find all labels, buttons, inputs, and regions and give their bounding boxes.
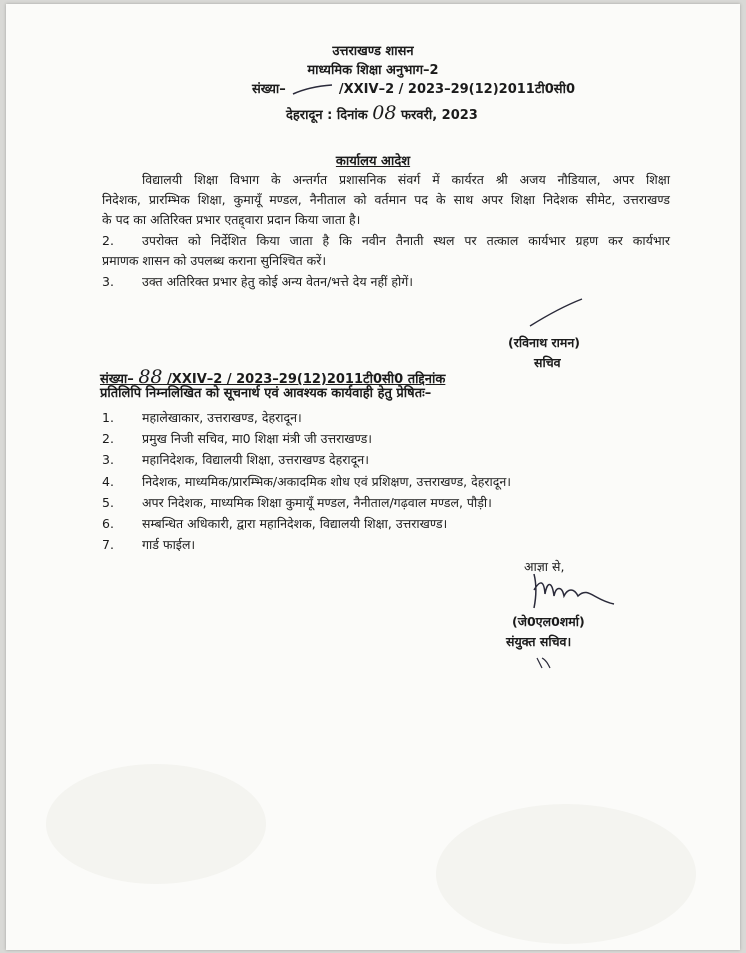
sankhya-label: संख्या–: [252, 82, 286, 97]
list-item-text: महानिदेशक, विद्यालयी शिक्षा, उत्तराखण्ड देहरादून।: [142, 452, 369, 467]
list-item-text: महालेखाकार, उत्तराखण्ड, देहरादून।: [142, 410, 302, 425]
handwritten-stroke: [290, 83, 334, 97]
list-item-number: 7.: [102, 537, 114, 552]
copy-intro: प्रतिलिपि निम्नलिखित को सूचनार्थ एवं आवश्यक कार्यवाही हेतु प्रेषितः–: [100, 386, 432, 401]
list-item-text: गार्ड फाईल।: [142, 537, 196, 552]
scan-smudge: [46, 764, 266, 884]
para1-line3: के पद का अतिरिक्त प्रभार एतद्द्वारा प्रदान किया जाता है।: [102, 212, 361, 227]
signature-1: [526, 296, 586, 330]
para1-line2: निदेशक, प्रारम्भिक शिक्षा, कुमायूँ मण्डल, नैनीताल को वर्तमान पद के साथ अपर शिक्षा निदेशक सीमेट, उत्तराखण्ड: [102, 192, 670, 207]
month-year: फरवरी, 2023: [400, 108, 478, 123]
list-item-text: प्रमुख निजी सचिव, मा0 शिक्षा मंत्री जी उत्तराखण्ड।: [142, 431, 373, 446]
copy-sankhya-label: संख्या–: [100, 372, 134, 387]
list-item-number: 1.: [102, 410, 114, 425]
signature-2: [528, 566, 618, 616]
by-order-label: आज्ञा से,: [524, 559, 565, 574]
para3-number: 3.: [102, 274, 114, 289]
header-reference: [252, 82, 575, 98]
para2-line2: प्रमाणक शासन को उपलब्ध कराना सुनिश्चित करें।: [102, 253, 327, 268]
para1-line1: विद्यालयी शिक्षा विभाग के अन्तर्गत प्रशासनिक संवर्ग में कार्यरत श्री अजय नौडियाल, अपर शिक्षा: [142, 172, 670, 187]
initials-mark: [534, 654, 554, 672]
list-item-number: 3.: [102, 452, 114, 467]
handwritten-copy-number: 88: [138, 366, 163, 388]
header-section: माध्यमिक शिक्षा अनुभाग–2: [307, 63, 439, 78]
signatory1-designation: सचिव: [534, 355, 561, 370]
list-item-number: 2.: [102, 431, 114, 446]
scan-smudge: [436, 804, 696, 944]
handwritten-date: 08: [372, 102, 397, 124]
para2-number: 2.: [102, 233, 114, 248]
list-item-number: 4.: [102, 474, 114, 489]
para3-text: उक्त अतिरिक्त प्रभार हेतु कोई अन्य वेतन/भत्ते देय नहीं होगें।: [142, 274, 413, 289]
header-government: उत्तराखण्ड शासन: [332, 44, 414, 59]
place-label: देहरादून : दिनांक: [286, 108, 368, 123]
list-item-text: अपर निदेशक, माध्यमिक शिक्षा कुमायूँ मण्डल, नैनीताल/गढ़वाल मण्डल, पौड़ी।: [142, 495, 492, 510]
reference-number: /XXIV–2 / 2023–29(12)2011टी0सी0: [338, 82, 576, 97]
order-title: कार्यालय आदेश: [335, 154, 411, 169]
signatory2-designation: संयुक्त सचिव।: [506, 634, 572, 649]
header-date: [286, 102, 478, 125]
copy-reference-number: /XXIV–2 / 2023–29(12)2011टी0सी0 तद्दिनांक: [167, 372, 446, 387]
list-item-number: 5.: [102, 495, 114, 510]
list-item-number: 6.: [102, 516, 114, 531]
para2-line1: उपरोक्त को निर्देशित किया जाता है कि नवीन तैनाती स्थल पर तत्काल कार्यभार ग्रहण कर कार्यभार: [142, 233, 670, 248]
list-item-text: सम्बन्धित अधिकारी, द्वारा महानिदेशक, विद्यालयी शिक्षा, उत्तराखण्ड।: [142, 516, 448, 531]
signatory1-name: (रविनाथ रामन): [508, 335, 581, 350]
document-page: [6, 4, 740, 950]
list-item-text: निदेशक, माध्यमिक/प्रारम्भिक/अकादमिक शोध एवं प्रशिक्षण, उत्तराखण्ड, देहरादून।: [142, 474, 512, 489]
signatory2-name: (जे0एल0शर्मा): [512, 614, 585, 629]
